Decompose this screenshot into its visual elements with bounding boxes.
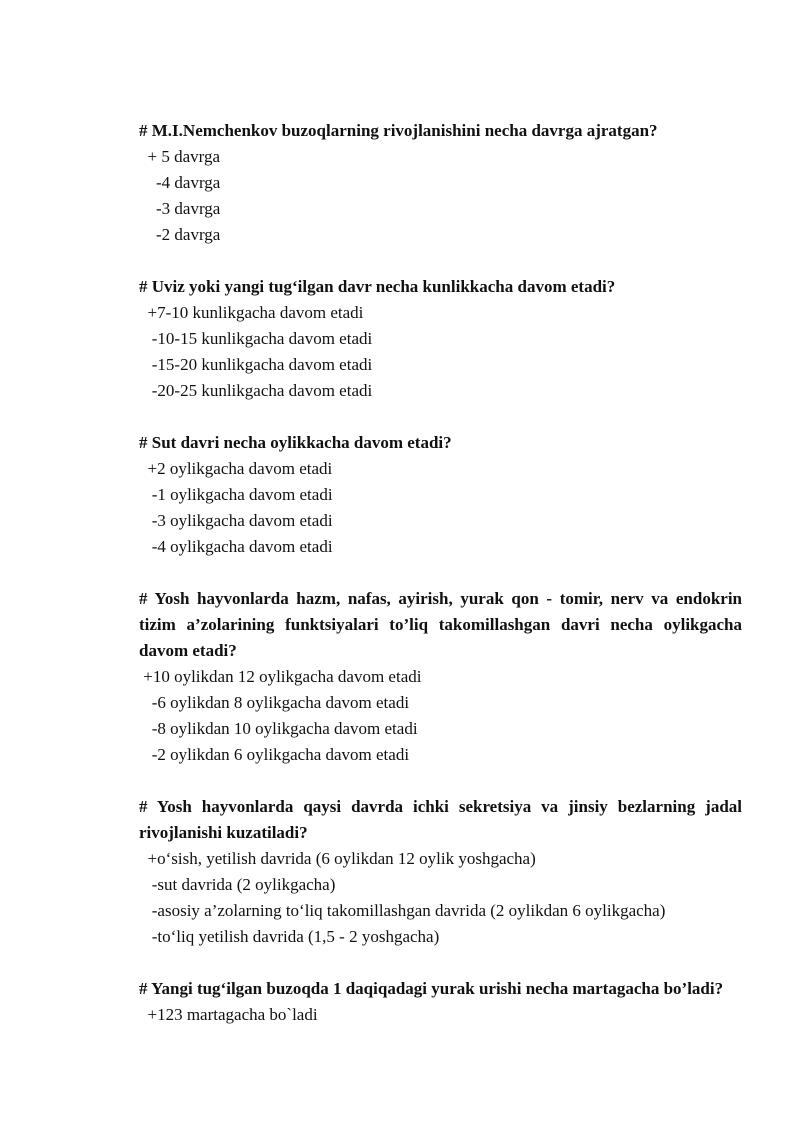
- question-text: # M.I.Nemchenkov buzoqlarning rivojlanishini necha davrga ajratgan?: [139, 121, 658, 140]
- answer-option: -8 oylikdan 10 oylikgacha davom etadi: [139, 719, 418, 738]
- answer-option: -asosiy a’zolarning to‘liq takomillashgan davrida (2 oylikdan 6 oylikgacha): [139, 901, 666, 920]
- answer-option: -3 davrga: [139, 199, 221, 218]
- question-text: # Yosh hayvonlarda qaysi davrda ichki sekretsiya va jinsiy bezlarning jadal rivojlanishi kuzatiladi?: [139, 797, 742, 842]
- answer-option: -2 oylikdan 6 oylikgacha davom etadi: [139, 745, 410, 764]
- answer-option: -10-15 kunlikgacha davom etadi: [139, 329, 373, 348]
- answer-option: -4 davrga: [139, 173, 221, 192]
- question-block-2: [139, 274, 742, 404]
- answer-option: -4 oylikgacha davom etadi: [139, 537, 333, 556]
- answer-option: -20-25 kunlikgacha davom etadi: [139, 381, 373, 400]
- question-block-3: [139, 430, 742, 560]
- question-block-5: [139, 794, 742, 950]
- question-block-1: [139, 118, 742, 248]
- answer-option: +o‘sish, yetilish davrida (6 oylikdan 12 oylik yoshgacha): [139, 849, 536, 868]
- question-text: # Yangi tug‘ilgan buzoqda 1 daqiqadagi yurak urishi necha martagacha bo’ladi?: [139, 979, 724, 998]
- question-block-4: [139, 586, 742, 768]
- answer-option: +10 oylikdan 12 oylikgacha davom etadi: [139, 667, 422, 686]
- question-block-6: [139, 976, 742, 1028]
- answer-option: +123 martagacha bo`ladi: [139, 1005, 318, 1024]
- answer-option: -6 oylikdan 8 oylikgacha davom etadi: [139, 693, 410, 712]
- answer-option: -2 davrga: [139, 225, 221, 244]
- answer-option: + 5 davrga: [139, 147, 221, 166]
- question-text: # Yosh hayvonlarda hazm, nafas, ayirish, yurak qon - tomir, nerv va endokrin tizim a’zolarining funktsiyalari to’liq takomillashgan davri necha oylikgacha davom etadi?: [139, 589, 742, 660]
- question-text: # Sut davri necha oylikkacha davom etadi?: [139, 433, 452, 452]
- answer-option: -to‘liq yetilish davrida (1,5 - 2 yoshgacha): [139, 927, 440, 946]
- answer-option: -1 oylikgacha davom etadi: [139, 485, 333, 504]
- answer-option: +7-10 kunlikgacha davom etadi: [139, 303, 364, 322]
- answer-option: +2 oylikgacha davom etadi: [139, 459, 333, 478]
- answer-option: -3 oylikgacha davom etadi: [139, 511, 333, 530]
- question-text: # Uviz yoki yangi tug‘ilgan davr necha kunlikkacha davom etadi?: [139, 277, 616, 296]
- answer-option: -15-20 kunlikgacha davom etadi: [139, 355, 373, 374]
- document-page: [139, 118, 742, 1054]
- answer-option: -sut davrida (2 oylikgacha): [139, 875, 336, 894]
